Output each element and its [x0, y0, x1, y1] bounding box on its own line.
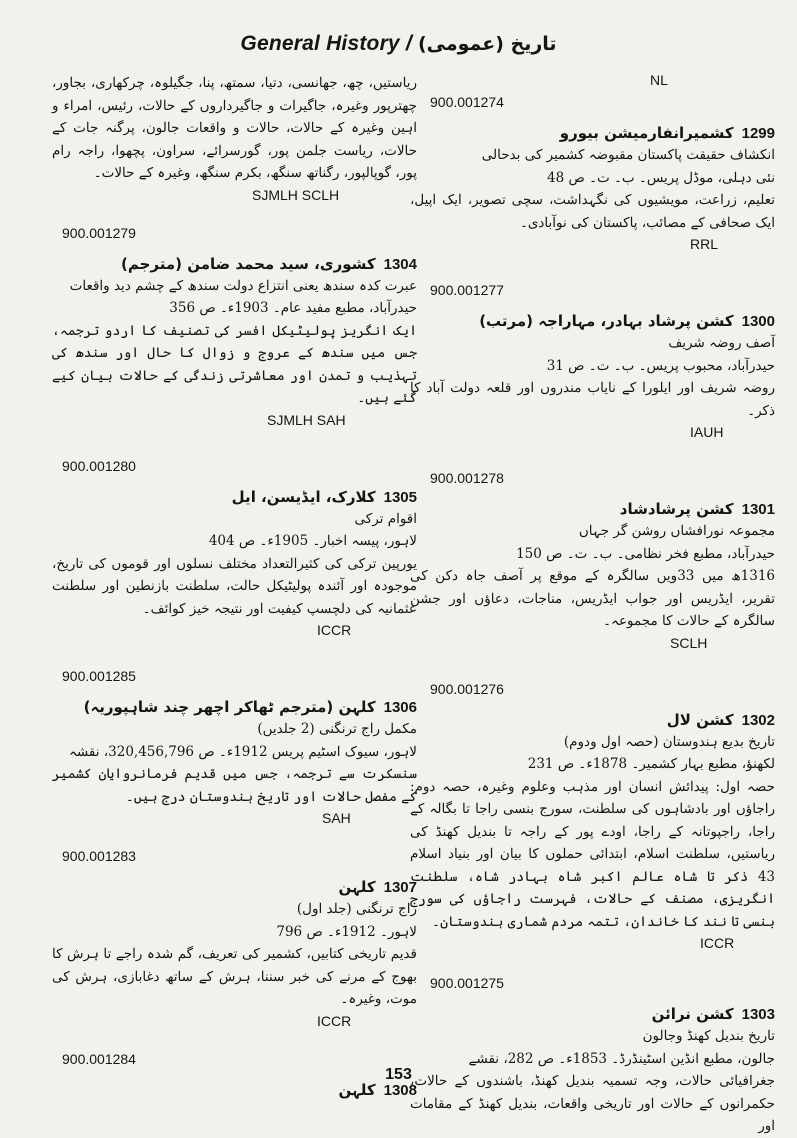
imprint: نئی دہلی، موڈل پریس۔ ب۔ ت۔ ص 48: [547, 169, 775, 186]
entry-1299: [410, 94, 775, 252]
description: روضہ شریف اور ایلورا کے نایاب مندروں اور قلعہ دولت آباد کا ذکر۔: [410, 380, 775, 419]
book-title: عبرت کدہ سندھ یعنی انتزاع دولت سندھ کے چشم دید واقعات: [69, 277, 417, 294]
imprint: لکھنؤ، مطبع بہار کشمیر۔ 1878ء۔ ص 231: [527, 756, 775, 772]
entry-number: 1303: [741, 1006, 775, 1023]
author-name: کشوری، سید محمد ضامن (مترجم): [120, 254, 376, 273]
description: یورپین ترکی کی کثیرالتعداد مختلف نسلوں اور قوموں کی تاریخ، موجودہ اور آئندہ پولیٹیکل حالت، سلطنت بازنطین اور سلطنت عثمانیہ کی دلچسپ کیفیت اور نتیجہ خیز کوائف۔: [52, 555, 417, 617]
author-name: کلہن: [338, 878, 376, 896]
accession-number: 900.001285: [62, 668, 136, 684]
entry-1306: [52, 668, 417, 826]
author-name: کلارک، ایڈیسن، ایل: [231, 487, 376, 506]
library-tags: RRL: [690, 236, 719, 252]
entry-number: 1306: [383, 699, 417, 716]
description: ایک انگریز پولیٹیکل افسر کی تصنیف کا اردو ترجمہ، جس میں سندھ کے عروج و زوال کا حال اور سندھ کی تہذیب و تمدن اور معاشرتی زندگی کے حالات بیان کیے گئے ہیں۔: [52, 322, 417, 406]
entry-heading: [410, 1005, 775, 1023]
page-number: 153: [385, 1066, 412, 1083]
accession-number: 900.001283: [62, 848, 136, 864]
entry-heading: [410, 124, 775, 142]
entry-heading: [410, 500, 775, 518]
accession-number: 900.001279: [62, 224, 136, 241]
description: جغرافیائی حالات، وجہ تسمیہ بندیل کھنڈ، باشندوں کے حالات، حکمرانوں کے حالات اور تاریخی واقعات، بندیل کھنڈ کے مقامات اور: [410, 1073, 775, 1134]
book-title: تاریخ بدیع ہندوستان (حصہ اول ودوم): [563, 733, 775, 750]
entry-1305: [52, 458, 417, 639]
page-header: [0, 32, 797, 56]
entry-1307: [52, 848, 417, 1029]
library-tags: ICCR: [317, 622, 352, 638]
book-title: انکشاف حقیقت پاکستان مقبوضہ کشمیر کی بدحالی: [481, 147, 775, 163]
author-name: کشمیرانفارمیشن بیورو: [559, 124, 734, 142]
entry-number: 1301: [741, 501, 775, 518]
library-tags: SJMLH SAH: [267, 411, 346, 428]
imprint: حیدرآباد، مطبع فخر نظامی۔ ب۔ ت۔ ص 150: [516, 545, 775, 562]
library-tags: ICCR: [317, 1012, 352, 1029]
book-title: راج ترنگنی (جلد اول): [296, 901, 417, 917]
left-column: [52, 72, 417, 1101]
book-title: مکمل راج ترنگنی (2 جلدیں): [257, 721, 417, 737]
accession-number: 900.001274: [430, 94, 504, 110]
entry-number: 1299: [741, 125, 775, 142]
author-name: کشن نرائن: [651, 1005, 734, 1023]
continued-entry: [52, 72, 417, 203]
entry-1302: [410, 681, 775, 952]
header-english: General History /: [240, 32, 412, 55]
accession-number: 900.001278: [430, 470, 504, 486]
book-title: مجموعہ نورافشاں روشن گر جہاں: [578, 523, 775, 539]
description: 1316ھ میں 33ویں سالگرہ کے موقع پر آصف جاہ دکن کی تقریر، ایڈریس اور جواب ایڈریس، مناجات، دعاؤں اور جشن سالگرہ کے حالات کا مجموعہ۔: [410, 568, 775, 629]
imprint: حیدرآباد، مطبع مفید عام۔ 1903ء۔ ص 356: [169, 300, 417, 316]
entry-heading: [52, 488, 417, 506]
entry-number: 1302: [741, 711, 775, 729]
header-urdu: تاریخ (عمومی): [417, 33, 557, 55]
author-name: کشن لال: [666, 710, 734, 729]
imprint: لاہور، سیوک اسٹیم پریس 1912ء۔ ص 320,456,796، نقشہ: [68, 743, 417, 760]
entry-number: 1305: [383, 488, 417, 506]
library-tags: ICCR: [700, 935, 735, 951]
accession-number: 900.001277: [430, 282, 504, 298]
entry-heading: [52, 878, 417, 896]
description: تعلیم، زراعت، مویشیوں کی نگہداشت، سچی تصویر، ایک اپیل، ایک صحافی کے مصائب، پاکستان کی نوآبادی۔: [410, 192, 775, 231]
entry-number: 1304: [383, 255, 417, 273]
entry-number: 1307: [383, 879, 417, 896]
right-column: [410, 72, 775, 1138]
library-tags: SCLH: [670, 634, 708, 651]
library-tags: SJMLH SCLH: [252, 186, 340, 203]
entry-heading: [410, 312, 775, 330]
continuation-tag: NL: [650, 72, 668, 88]
entry-1300: [410, 282, 775, 440]
author-name: کشن پرشادشاد: [619, 500, 734, 518]
description: قدیم تاریخی کتابیں، کشمیر کی تعریف، گم شدہ راجے تا ہرش کا بھوج کے مرنے کی خبر سننا، ہرش کے ساتھ دغابازی، ہرش کی موت، وغیرہ۔: [52, 946, 417, 1007]
author-name: کلہن (مترجم ٹھاکر اچھر چند شاہپوریہ): [83, 698, 376, 716]
accession-number: 900.001284: [62, 1050, 136, 1067]
imprint: جالون، مطبع انڈین اسٹینڈرڈ۔ 1853ء۔ ص 282، نقشے: [468, 1050, 775, 1067]
entry-heading: [410, 711, 775, 729]
description: حصہ اول: پیدائش انسان اور مذہب وعلوم وغیرہ، حصہ دوم: راجاؤں اور بادشاہوں کی سلطنت، سورج بنسی راجا تا بگالہ کے راجا، راجپوتانہ کے راجا، اودے پور کے راجہ تا بندیل کھنڈ کی ریاستیں، سلطنت اسلام، ابتدائی حملوں کا بیان اور بنیاد اسلام 43 ذکر تا شاہ عالم اکبر شاہ بہادر شاہ، سلطنت انگریزی، مصنف کے حالات، فہرست راجاؤں کی سورج بنسی تا نند کا خاندان، تتمہ مردم شماری ہندوستان۔: [410, 778, 775, 930]
accession-number: 900.001276: [430, 680, 504, 697]
imprint: حیدرآباد، محبوب پریس۔ ب۔ ت۔ ص 31: [546, 357, 775, 374]
entry-number: 1308: [383, 1081, 417, 1099]
book-title: اقوام ترکی: [354, 510, 417, 527]
book-title: تاریخ بندیل کھنڈ وجالون: [642, 1028, 775, 1044]
description: سنسکرت سے ترجمہ، جس میں قدیم فرمانروایان کشمیر کے مفصل حالات اور تاریخ ہندوستان درج ہیں۔: [52, 766, 417, 805]
book-title: آصف روضہ شریف: [668, 335, 775, 351]
accession-number: 900.001280: [62, 457, 136, 474]
entry-1303: [410, 975, 775, 1138]
library-tags: IAUH: [690, 424, 724, 440]
imprint: لاہور، پیسہ اخبار۔ 1905ء۔ ص 404: [208, 533, 417, 549]
accession-number: 900.001275: [430, 975, 504, 991]
entry-heading: [52, 255, 417, 273]
entry-number: 1300: [741, 313, 775, 330]
entry-1304: [52, 225, 417, 428]
entry-heading: [52, 698, 417, 716]
imprint: لاہور۔ 1912ء۔ ص 796: [276, 923, 417, 940]
author-name: کشن پرشاد بہادر، مہاراجہ (مرتب): [479, 312, 734, 330]
continuation-text: ریاستیں، چھ، جھانسی، دتیا، سمتھ، پنا، جگیلوہ، چرکھاری، بجاور، چھترپور وغیرہ، جاگیرات و جاگیرداروں کے حالات، رئیس، امراء و اہین وغیرہ کے حالات، حالات و واقعات جالون، پرگنہ جات کے حالات، ریاست جلمن پور، گورسرائے، سراون، پچھوا، راجہ رام پور، گوپالپور، رگناتھ سنگھ، بکرم سنگھ، وغیرہ کے حالات۔: [52, 75, 417, 181]
author-name: کلہن: [338, 1080, 376, 1099]
entry-1301: [410, 470, 775, 651]
library-tags: SAH: [322, 810, 351, 826]
